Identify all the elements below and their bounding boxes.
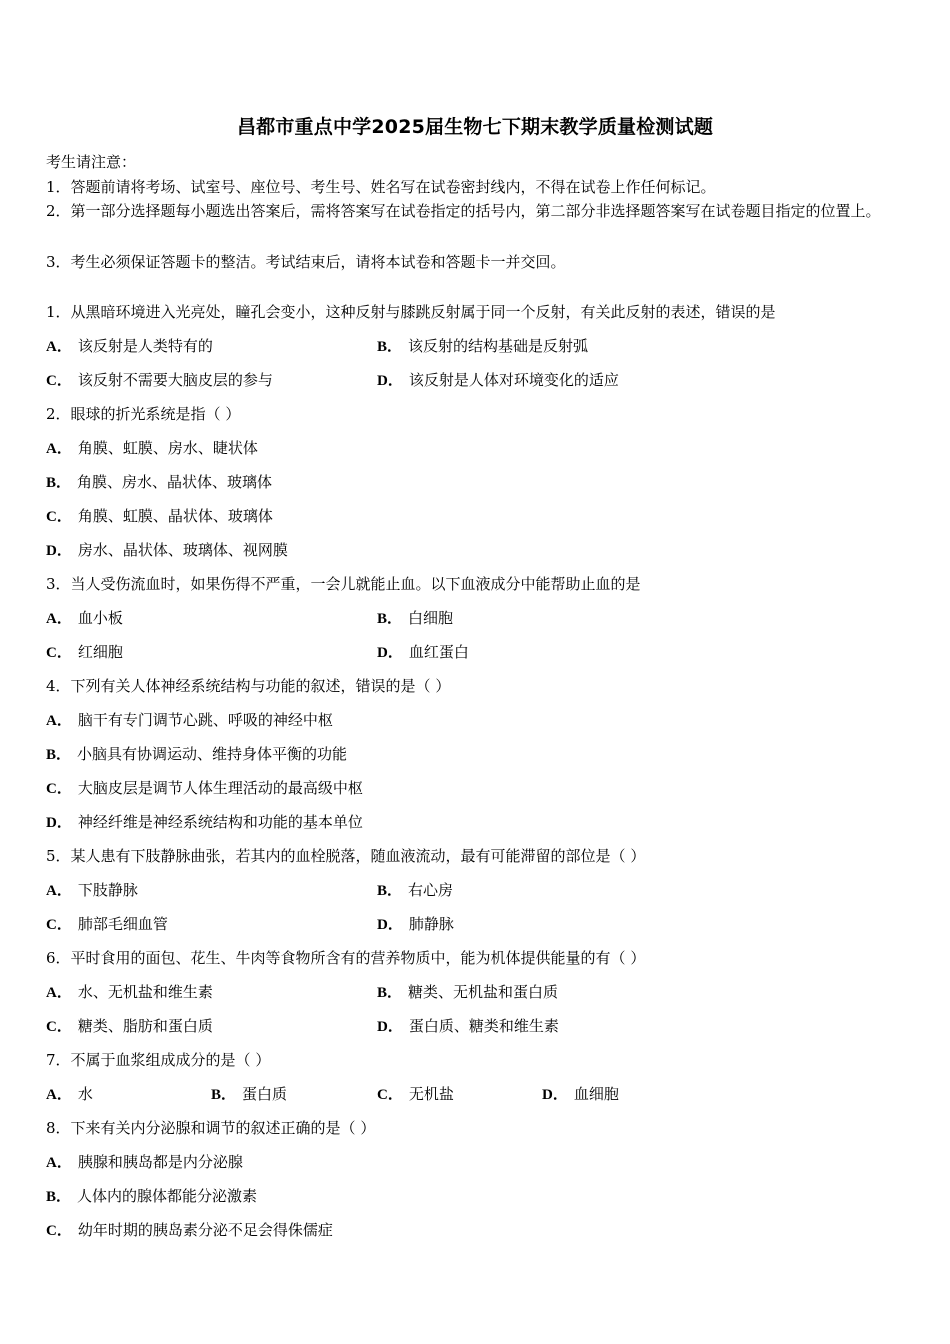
- notice-item-1: 1．答题前请将考场、试室号、座位号、考生号、姓名写在试卷密封线内，不得在试卷上作任何标记。: [46, 178, 716, 196]
- option-label: A．: [46, 1155, 72, 1171]
- question-2-option-a[interactable]: [46, 437, 258, 458]
- option-text: 神经纤维是神经系统结构和功能的基本单位: [77, 813, 363, 831]
- question-6-option-a[interactable]: [46, 981, 213, 1002]
- option-text: 血小板: [77, 609, 123, 627]
- option-label: D．: [377, 1019, 403, 1035]
- option-text: 肺静脉: [408, 915, 454, 933]
- question-3-stem: 3．当人受伤流血时，如果伤得不严重，一会儿就能止血。以下血液成分中能帮助止血的是: [46, 575, 641, 593]
- option-label: A．: [46, 883, 72, 899]
- question-8-option-b[interactable]: [46, 1185, 257, 1206]
- question-3-option-d[interactable]: [377, 641, 469, 662]
- question-8-option-c[interactable]: [46, 1219, 333, 1240]
- option-text: 幼年时期的胰岛素分泌不足会得侏儒症: [77, 1221, 333, 1239]
- question-2-option-b[interactable]: [46, 471, 272, 492]
- option-label: D．: [542, 1087, 568, 1103]
- question-7-option-c[interactable]: [377, 1083, 454, 1104]
- question-1-stem: 1．从黑暗环境进入光亮处，瞳孔会变小，这种反射与膝跳反射属于同一个反射，有关此反射的表述，错误的是: [46, 303, 776, 321]
- option-text: 血细胞: [573, 1085, 619, 1103]
- question-2-option-c[interactable]: [46, 505, 273, 526]
- option-label: B．: [377, 339, 403, 355]
- option-label: B．: [211, 1087, 237, 1103]
- option-label: D．: [377, 373, 403, 389]
- question-3-option-a[interactable]: [46, 607, 123, 628]
- option-text: 蛋白质: [242, 1085, 288, 1103]
- option-label: A．: [46, 985, 72, 1001]
- question-6-option-c[interactable]: [46, 1015, 213, 1036]
- option-label: A．: [46, 1087, 72, 1103]
- question-5-stem: 5．某人患有下肢静脉曲张，若其内的血栓脱落，随血液流动，最有可能滞留的部位是（ ）: [46, 847, 646, 865]
- option-label: C．: [46, 373, 72, 389]
- question-2-option-d[interactable]: [46, 539, 288, 560]
- notice-item-3: 3．考生必须保证答题卡的整洁。考试结束后，请将本试卷和答题卡一并交回。: [46, 253, 566, 271]
- option-label: A．: [46, 713, 72, 729]
- option-text: 人体内的腺体都能分泌激素: [77, 1187, 258, 1205]
- question-1-option-c[interactable]: [46, 369, 273, 390]
- question-3-option-b[interactable]: [377, 607, 453, 628]
- option-label: D．: [377, 645, 403, 661]
- option-text: 该反射是人类特有的: [77, 337, 213, 355]
- option-text: 角膜、虹膜、房水、睫状体: [77, 439, 258, 457]
- option-text: 胰腺和胰岛都是内分泌腺: [77, 1153, 243, 1171]
- option-text: 右心房: [408, 881, 454, 899]
- option-label: C．: [46, 1223, 72, 1239]
- question-7-option-b[interactable]: [211, 1083, 287, 1104]
- option-text: 小脑具有协调运动、维持身体平衡的功能: [77, 745, 348, 763]
- question-6-option-b[interactable]: [377, 981, 558, 1002]
- option-label: C．: [377, 1087, 403, 1103]
- question-1-option-a[interactable]: [46, 335, 213, 356]
- option-text: 房水、晶状体、玻璃体、视网膜: [77, 541, 288, 559]
- option-text: 该反射不需要大脑皮层的参与: [77, 371, 273, 389]
- question-3-option-c[interactable]: [46, 641, 123, 662]
- question-4-option-a[interactable]: [46, 709, 333, 730]
- question-7-stem: 7．不属于血浆组成成分的是（ ）: [46, 1051, 271, 1069]
- option-label: C．: [46, 917, 72, 933]
- question-8-option-a[interactable]: [46, 1151, 243, 1172]
- option-text: 无机盐: [408, 1085, 454, 1103]
- question-4-option-b[interactable]: [46, 743, 347, 764]
- option-text: 角膜、房水、晶状体、玻璃体: [77, 473, 273, 491]
- question-4-option-d[interactable]: [46, 811, 363, 832]
- option-label: C．: [46, 781, 72, 797]
- option-label: A．: [46, 441, 72, 457]
- option-text: 脑干有专门调节心跳、呼吸的神经中枢: [77, 711, 333, 729]
- option-text: 该反射的结构基础是反射弧: [408, 337, 589, 355]
- option-text: 蛋白质、糖类和维生素: [408, 1017, 559, 1035]
- option-label: B．: [46, 747, 72, 763]
- page-title: 昌都市重点中学2025届生物七下期末教学质量检测试题: [236, 116, 714, 138]
- question-7-option-d[interactable]: [542, 1083, 619, 1104]
- option-text: 白细胞: [408, 609, 454, 627]
- notice-item-2: 2．第一部分选择题每小题选出答案后，需将答案写在试卷指定的括号内，第二部分非选择题答案写在试卷题目指定的位置上。: [46, 202, 881, 220]
- option-label: B．: [377, 883, 403, 899]
- option-text: 肺部毛细血管: [77, 915, 168, 933]
- question-5-option-a[interactable]: [46, 879, 138, 900]
- question-5-option-d[interactable]: [377, 913, 454, 934]
- option-text: 该反射是人体对环境变化的适应: [408, 371, 619, 389]
- option-text: 糖类、无机盐和蛋白质: [408, 983, 559, 1001]
- question-4-stem: 4．下列有关人体神经系统结构与功能的叙述，错误的是（ ）: [46, 677, 451, 695]
- option-label: B．: [46, 475, 72, 491]
- option-label: A．: [46, 339, 72, 355]
- question-4-option-c[interactable]: [46, 777, 363, 798]
- notice-heading: 考生请注意：: [46, 153, 137, 171]
- option-text: 大脑皮层是调节人体生理活动的最高级中枢: [77, 779, 363, 797]
- question-1-option-b[interactable]: [377, 335, 588, 356]
- option-text: 水、无机盐和维生素: [77, 983, 213, 1001]
- question-5-option-b[interactable]: [377, 879, 453, 900]
- option-text: 下肢静脉: [77, 881, 138, 899]
- option-label: B．: [377, 985, 403, 1001]
- option-text: 红细胞: [77, 643, 123, 661]
- option-text: 糖类、脂肪和蛋白质: [77, 1017, 213, 1035]
- question-8-stem: 8．下来有关内分泌腺和调节的叙述正确的是（ ）: [46, 1119, 376, 1137]
- option-label: B．: [377, 611, 403, 627]
- question-2-stem: 2．眼球的折光系统是指（ ）: [46, 405, 241, 423]
- option-text: 角膜、虹膜、晶状体、玻璃体: [77, 507, 273, 525]
- option-text: 血红蛋白: [408, 643, 469, 661]
- option-label: B．: [46, 1189, 72, 1205]
- question-1-option-d[interactable]: [377, 369, 619, 390]
- option-label: C．: [46, 645, 72, 661]
- option-label: D．: [46, 543, 72, 559]
- option-label: C．: [46, 509, 72, 525]
- question-5-option-c[interactable]: [46, 913, 168, 934]
- option-label: D．: [46, 815, 72, 831]
- question-6-option-d[interactable]: [377, 1015, 559, 1036]
- question-6-stem: 6．平时食用的面包、花生、牛肉等食物所含有的营养物质中，能为机体提供能量的有（ ）: [46, 949, 646, 967]
- option-label: D．: [377, 917, 403, 933]
- option-label: C．: [46, 1019, 72, 1035]
- option-text: 水: [77, 1085, 93, 1103]
- question-7-option-a[interactable]: [46, 1083, 93, 1104]
- option-label: A．: [46, 611, 72, 627]
